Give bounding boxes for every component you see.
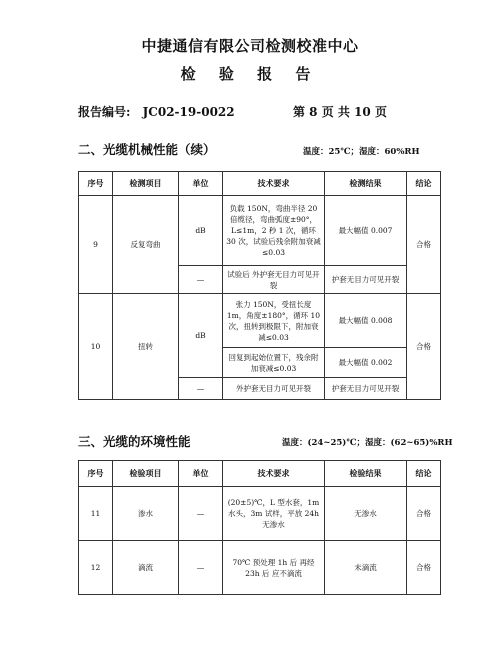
row-result: 护套无目力可见开裂 xyxy=(325,378,407,400)
environment-table xyxy=(78,460,441,595)
row-no: 12 xyxy=(79,541,113,595)
row-conclusion: 合格 xyxy=(407,487,441,541)
row-conclusion: 合格 xyxy=(407,294,441,400)
row-no: 10 xyxy=(79,294,113,400)
row-item: 滴流 xyxy=(113,541,179,595)
row-item: 反复弯曲 xyxy=(113,196,179,294)
section2-title: 二、光缆机械性能（续） xyxy=(78,142,216,157)
row-unit: — xyxy=(179,378,223,400)
report-title: 检 验 报 告 xyxy=(180,65,320,83)
page-info: 第 8 页 共 10 页 xyxy=(293,105,387,119)
col-header-no: 序号 xyxy=(79,461,113,487)
row-result: 最大幅值 0.007 xyxy=(325,196,407,266)
report-number-line xyxy=(78,103,440,120)
section3-conditions: 温度：(24~25)℃；湿度：(62~65)%RH xyxy=(282,438,453,448)
section2-conditions: 温度：25℃；湿度：60%RH xyxy=(303,147,420,157)
row-result: 护套无目力可见开裂 xyxy=(325,266,407,294)
table-row xyxy=(79,294,441,348)
row-item: 渗水 xyxy=(113,487,179,541)
row-conclusion: 合格 xyxy=(407,196,441,294)
col-header-result: 检验结果 xyxy=(325,461,407,487)
col-header-item: 检测项目 xyxy=(113,172,179,196)
col-header-unit: 单位 xyxy=(179,172,223,196)
row-requirement: 试验后 外护套无目力可见开裂 xyxy=(223,266,325,294)
report-no: JC02-19-0022 xyxy=(142,105,235,119)
table-row xyxy=(79,196,441,266)
row-unit: — xyxy=(179,487,223,541)
row-requirement: 回复到起始位置下，残余附加衰减≤0.03 xyxy=(223,348,325,378)
report-no-label: 报告编号: xyxy=(78,105,131,119)
row-unit: — xyxy=(179,541,223,595)
row-requirement: 外护套无目力可见开裂 xyxy=(223,378,325,400)
col-header-no: 序号 xyxy=(79,172,113,196)
row-unit: — xyxy=(179,266,223,294)
mechanical-table xyxy=(78,171,441,400)
row-no: 9 xyxy=(79,196,113,294)
row-item: 扭转 xyxy=(113,294,179,400)
row-requirement: 70℃ 预处理 1h 后 再经 23h 后 应不滴流 xyxy=(223,541,325,595)
col-header-unit: 单位 xyxy=(179,461,223,487)
col-header-requirement: 技术要求 xyxy=(223,461,325,487)
row-requirement: 负载 150N，弯曲半径 20 倍缆径，弯曲弧度±90°，L≤1m，2 秒 1 次，循环 30 次，试验后残余附加衰减≤0.03 xyxy=(223,196,325,266)
col-header-result: 检测结果 xyxy=(325,172,407,196)
row-result: 无渗水 xyxy=(325,487,407,541)
row-requirement: (20±5)℃，L 型水套，1m 水头，3m 试样，平放 24h 无渗水 xyxy=(223,487,325,541)
col-header-item: 检验项目 xyxy=(113,461,179,487)
row-conclusion: 合格 xyxy=(407,541,441,595)
col-header-conclusion: 结论 xyxy=(407,461,441,487)
row-unit: dB xyxy=(179,294,223,378)
row-requirement: 张力 150N，受扭长度 1m，角度±180°，循环 10 次，扭转到极限下，附加衰减≤0.03 xyxy=(223,294,325,348)
row-unit: dB xyxy=(179,196,223,266)
table-row xyxy=(79,541,441,595)
row-no: 11 xyxy=(79,487,113,541)
row-result: 最大幅值 0.002 xyxy=(325,348,407,378)
col-header-conclusion: 结论 xyxy=(407,172,441,196)
col-header-requirement: 技术要求 xyxy=(223,172,325,196)
table-header-row xyxy=(79,172,441,196)
section3-title: 三、光缆的环境性能 xyxy=(78,434,191,449)
row-result: 未滴流 xyxy=(325,541,407,595)
table-header-row xyxy=(79,461,441,487)
table-row xyxy=(79,487,441,541)
row-result: 最大幅值 0.008 xyxy=(325,294,407,348)
org-name: 中捷通信有限公司检测校准中心 xyxy=(141,37,359,55)
